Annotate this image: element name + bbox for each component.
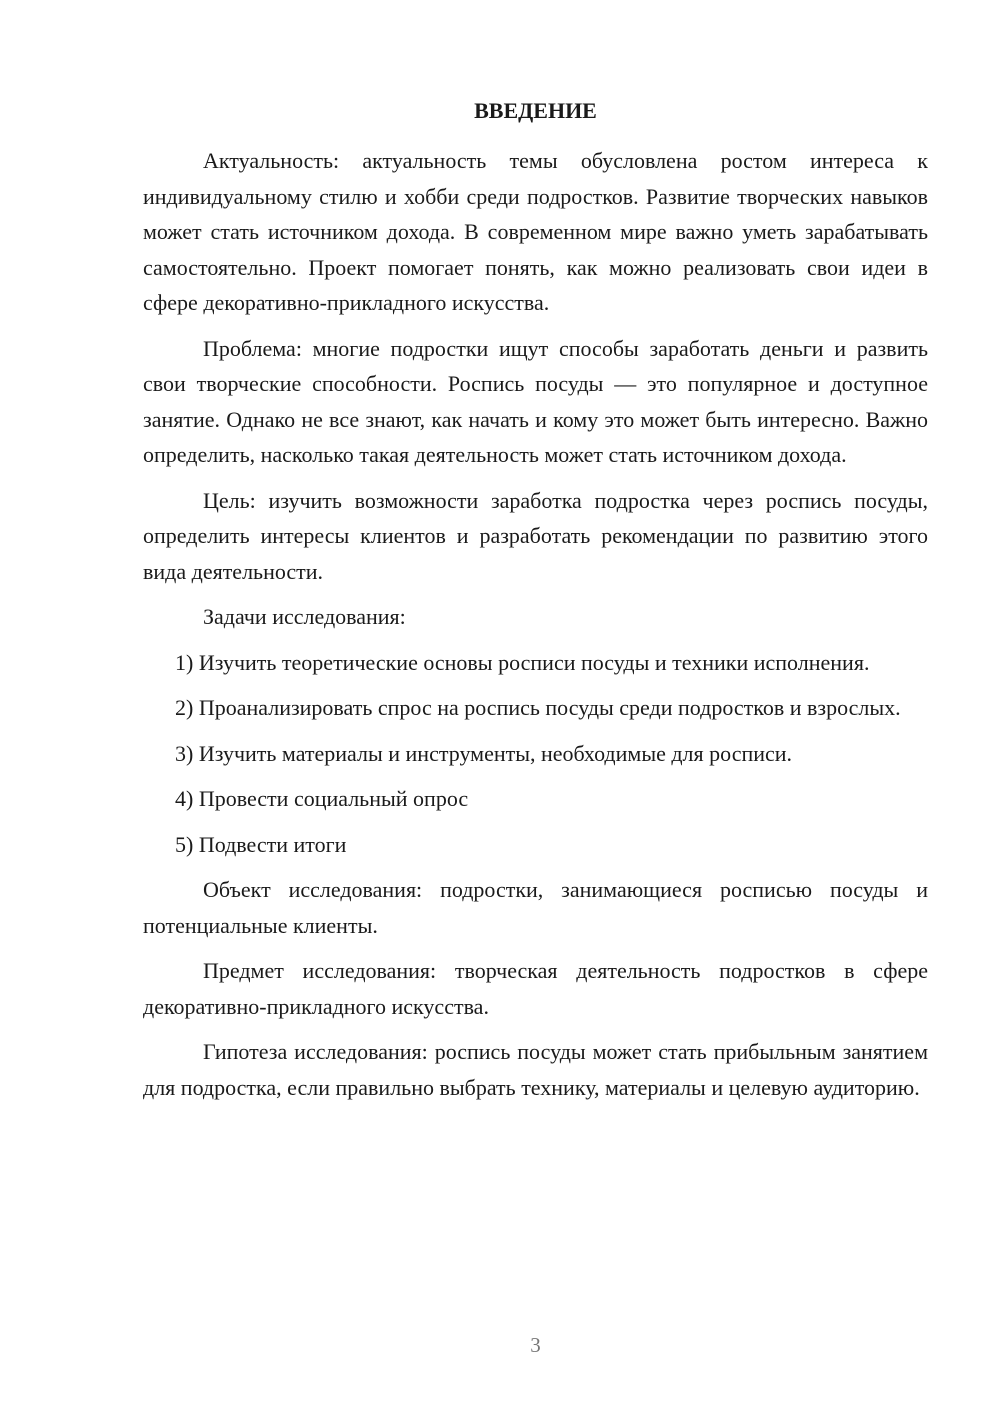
- paragraph-subject: Предмет исследования: творческая деятельность подростков в сфере декоративно-прикладного искусства.: [143, 958, 928, 1019]
- paragraph-relevance: Актуальность: актуальность темы обусловлена ростом интереса к индивидуальному стилю и хобби среди подростков. Развитие творческих навыков может стать источником дохода. В современном мире важно уметь зарабатывать самостоятельно. Проект помогает понять, как можно реализовать свои идеи в сфере декоративно-прикладного искусства.: [143, 148, 928, 315]
- task-item-5: 5) Подвести итоги: [175, 831, 347, 857]
- paragraph-goal: Цель: изучить возможности заработка подростка через роспись посуды, определить интересы клиентов и разработать рекомендации по развитию этого вида деятельности.: [143, 487, 928, 584]
- page-title: ВВЕДЕНИЕ: [474, 98, 597, 123]
- paragraph-hypothesis: Гипотеза исследования: роспись посуды может стать прибыльным занятием для подростка, если правильно выбрать технику, материалы и целевую аудиторию.: [143, 1039, 928, 1100]
- task-item-3: 3) Изучить материалы и инструменты, необходимые для росписи.: [175, 740, 793, 766]
- paragraph-problem: Проблема: многие подростки ищут способы заработать деньги и развить свои творческие способности. Роспись посуды — это популярное и доступное занятие. Однако не все знают, как начать и кому это может быть интересно. Важно определить, насколько такая деятельность может стать источником дохода.: [143, 335, 928, 467]
- page-number: 3: [530, 1333, 541, 1357]
- task-item-4: 4) Провести социальный опрос: [175, 786, 469, 811]
- task-item-1: 1) Изучить теоретические основы росписи посуды и техники исполнения.: [175, 649, 870, 675]
- paragraph-object: Объект исследования: подростки, занимающиеся росписью посуды и потенциальные клиенты.: [143, 877, 928, 938]
- paragraph-tasks-heading: Задачи исследования:: [203, 604, 406, 629]
- document-page: [143, 0, 928, 1414]
- document-body: [143, 143, 928, 1115]
- task-item-2: 2) Проанализировать спрос на роспись посуды среди подростков и взрослых.: [175, 695, 901, 720]
